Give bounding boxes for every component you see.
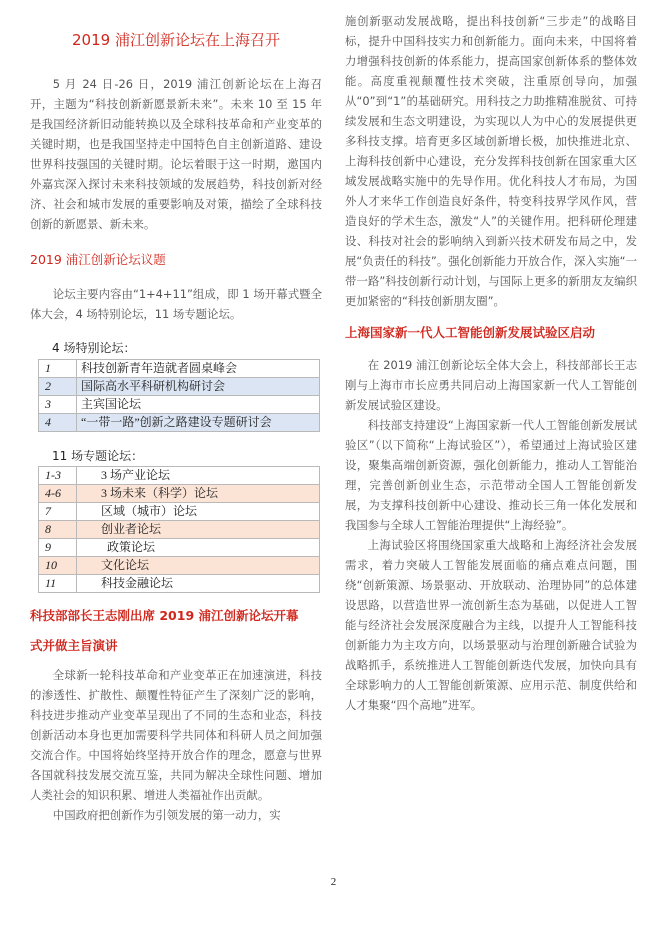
forum-number: 9 (39, 539, 77, 557)
table-row (39, 396, 320, 414)
table-row (39, 360, 320, 378)
forum-name: 主宾国论坛 (77, 396, 320, 414)
forum-name: 国际高水平科研机构研讨会 (77, 378, 320, 396)
forum-number: 1 (39, 360, 77, 378)
table-row (39, 557, 320, 575)
forum-number: 4-6 (39, 485, 77, 503)
forum-number: 11 (39, 575, 77, 593)
forum-number: 8 (39, 521, 77, 539)
forum-name: 创业者论坛 (77, 521, 320, 539)
ai-paragraph-3: 上海试验区将围绕国家重大战略和上海经济社会发展需求，着力突破人工智能发展面临的痛点难点问题，围绕“创新策源、场景驱动、开放联动、治理协同”的总体建设思路，以营造世界一流创新生态为基础，以促进人工智能与经济社会发展深度融合为主线，以提升人工智能科技创新能力为主攻方向，以场景驱动与治理创新融合试验为战略抓手，系统推进人工智能创新迭代发展，加快向具有全球影响力的人工智能创新策源、应用示范、制度供给和人才集聚“四个高地”进军。 (345, 538, 637, 712)
table-row (39, 521, 320, 539)
intro-paragraph: 5 月 24 日-26 日，2019 浦江创新论坛在上海召开，主题为“科技创新新愿景新未来”。未来 10 至 15 年是我国经济新旧动能转换以及全球科技革命和产业变革的关键时期，也是我国坚持走中国特色自主创新道路、建设世界科技强国的关键时期。论坛着眼于这一时期，邀国内外嘉宾深入探讨未来科技领域的发展趋势，科技创新对经济、社会和城市发展的重要影响及对策，描绘了全球科技创新的新愿景、新未来。 (30, 77, 322, 231)
forum-name: 3 场产业论坛 (77, 467, 320, 485)
forum-name: “一带一路”创新之路建设专题研讨会 (77, 414, 320, 432)
forum-number: 7 (39, 503, 77, 521)
forum-number: 4 (39, 414, 77, 432)
ai-paragraph-2: 科技部支持建设“上海国家新一代人工智能创新发展试验区”（以下简称“上海试验区”），希望通过上海试验区建设，聚集高端创新资源，强化创新能力，推动人工智能治理，完善创新创业生态，示范带动全国人工智能创新发展，为支撑科技创新中心建设、推动长三角一体化发展和我国参与全球人工智能治理提供“上海经验”。 (345, 418, 637, 532)
article-title: 2019 浦江创新论坛在上海召开 (72, 31, 280, 49)
table-row (39, 539, 320, 557)
topic-forums-caption: 11 场专题论坛： (52, 449, 144, 463)
table-row (39, 378, 320, 396)
forum-number: 1-3 (39, 467, 77, 485)
left-column (30, 30, 322, 825)
forum-name: 科技金融论坛 (77, 575, 320, 593)
table-row (39, 485, 320, 503)
agenda-paragraph: 论坛主要内容由“1+4+11”组成，即 1 场开幕式暨全体大会，4 场特别论坛，11 场专题论坛。 (30, 287, 322, 321)
ai-paragraph-1: 在 2019 浦江创新论坛全体大会上，科技部部长王志刚与上海市市长应勇共同启动上海国家新一代人工智能创新发展试验区建设。 (345, 358, 637, 412)
forum-name: 政策论坛 (77, 539, 320, 557)
speech-heading-line2: 式并做主旨演讲 (30, 638, 118, 653)
speech-paragraph-1: 全球新一轮科技革命和产业变革正在加速演进，科技的渗透性、扩散性、颠覆性特征产生了深刻广泛的影响，科技进步推动产业变革呈现出了不同的生态和业态，科技创新活动本身也更加需要科学共同体和科研人员之间加强交流合作。中国将始终坚持开放合作的理念，愿意与世界各国就科技发展交流互鉴，共同为解决全球性问题、增加人类社会的知识积累、增进人类福祉作出贡献。 (30, 668, 322, 802)
ai-zone-heading: 上海国家新一代人工智能创新发展试验区启动 (345, 325, 596, 340)
forum-number: 10 (39, 557, 77, 575)
speech-heading-line1: 科技部部长王志刚出席 2019 浦江创新论坛开幕 (30, 608, 299, 623)
speech-paragraph-2: 中国政府把创新作为引领发展的第一动力，实 (52, 808, 281, 822)
table-row (39, 503, 320, 521)
forum-name: 区域（城市）论坛 (77, 503, 320, 521)
forum-name: 科技创新青年造就者圆桌峰会 (77, 360, 320, 378)
forum-number: 3 (39, 396, 77, 414)
table-row (39, 414, 320, 432)
forum-name: 文化论坛 (77, 557, 320, 575)
table-row (39, 467, 320, 485)
special-forums-table (38, 359, 320, 432)
agenda-heading: 2019 浦江创新论坛议题 (30, 252, 166, 267)
topic-forums-table (38, 466, 320, 593)
page-number: 2 (330, 876, 337, 888)
forum-number: 2 (39, 378, 77, 396)
special-forums-caption: 4 场特别论坛： (52, 341, 136, 355)
right-column (345, 11, 637, 715)
forum-name: 3 场未来（科学）论坛 (77, 485, 320, 503)
speech-paragraph-continued: 施创新驱动发展战略，提出科技创新“三步走”的战略目标，提升中国科技实力和创新能力。面向未来，中国将着力增强科技创新的体系能力，提高国家创新体系的整体效能。高度重视颠覆性技术突破，注重原创导向，加强从“0”到“1”的基础研究。用科技之力助推精准脱贫、可持续发展和生态文明建设，为实现以人为中心的发展提供更多科技支撑。培育更多区域创新增长极，加快推进北京、上海科技创新中心建设，充分发挥科技创新在国家重大区域发展战略实施中的先导作用。优化科技人才布局，为国外人才来华工作创造良好条件，特变科技界学风作风，营造良好的学术生态，激发“人”的关键作用。把科研伦理建设、科技对社会的影响纳入到新兴技术研发布局之中，发展“负责任的科技”。强化创新能力开放合作，深入实施“一带一路”科技创新行动计划，与国际上更多的新朋友友编织更加紧密的“科技创新朋友圈”。 (345, 14, 637, 308)
table-row (39, 575, 320, 593)
